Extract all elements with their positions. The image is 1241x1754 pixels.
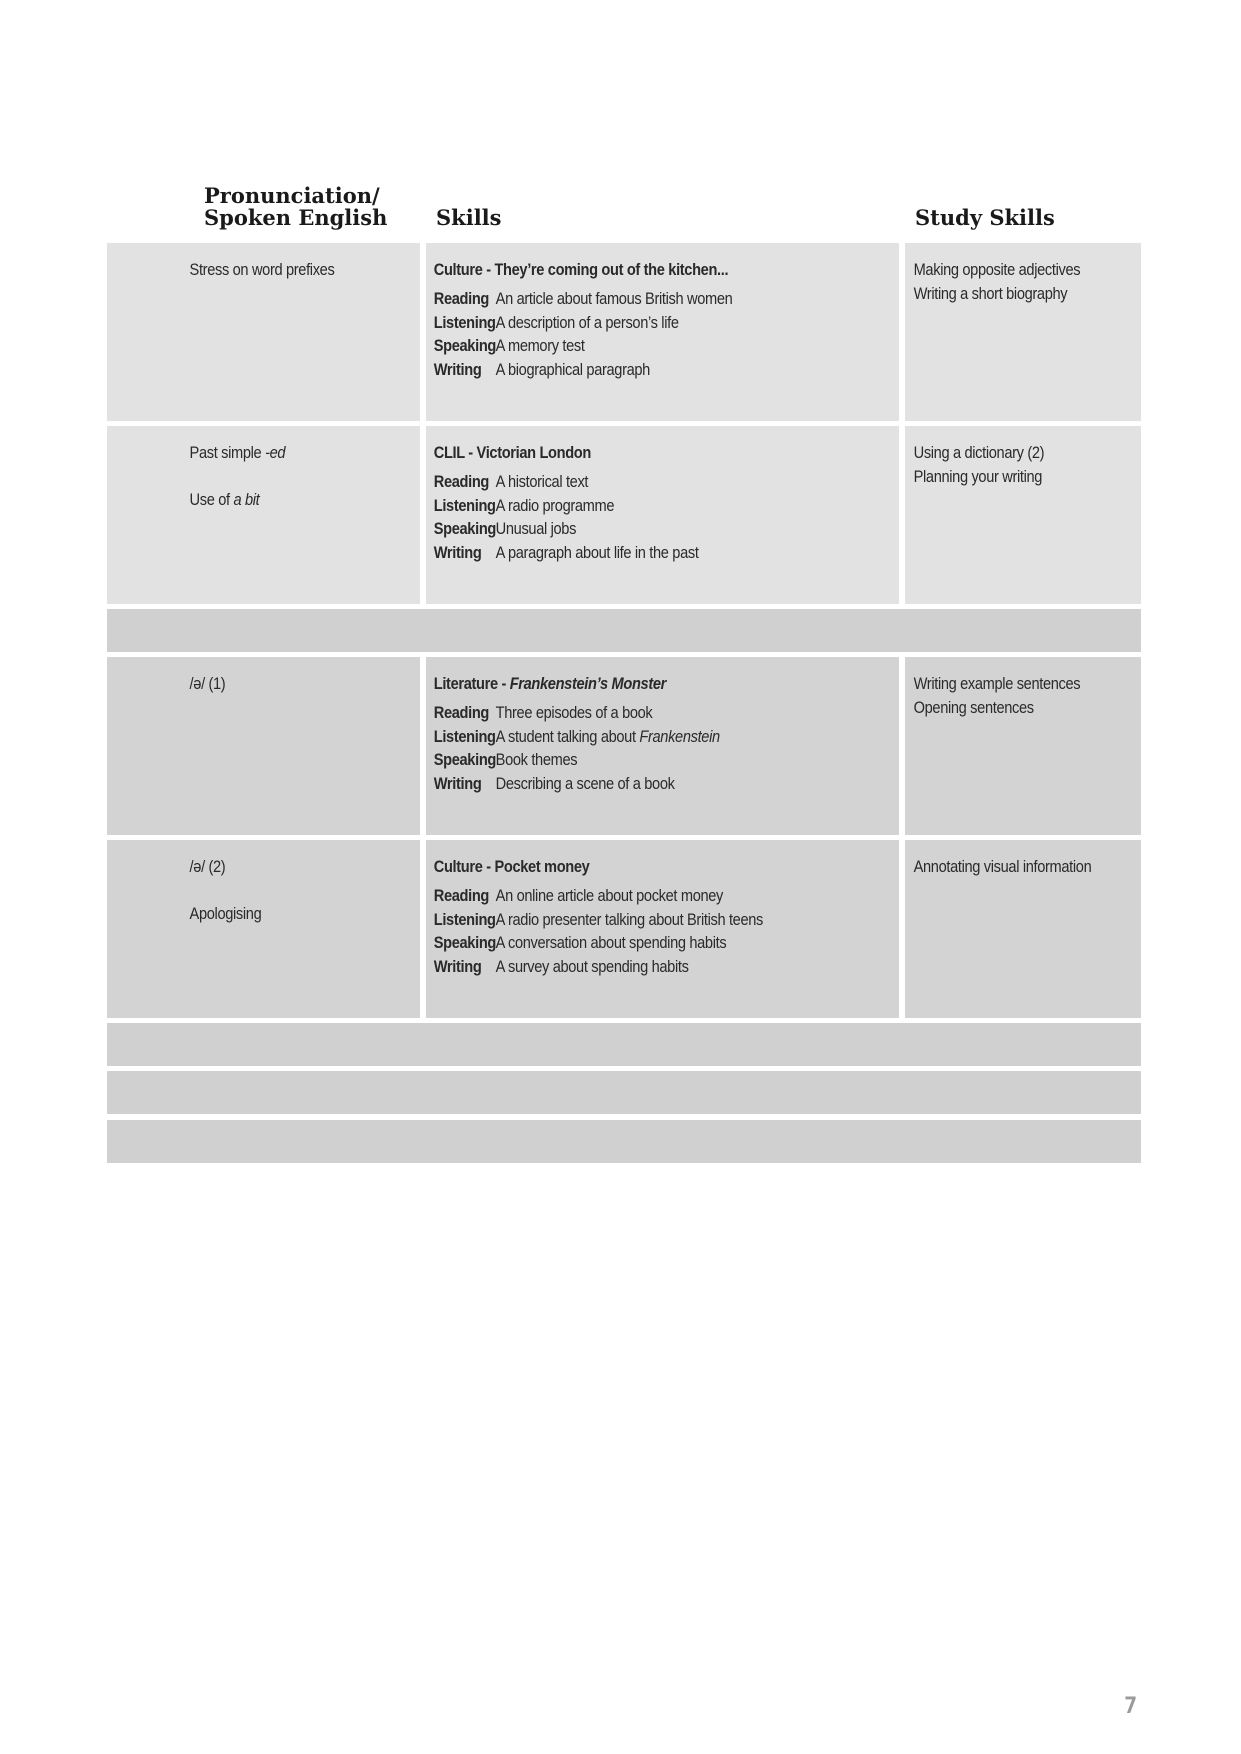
empty-band-2: [107, 1023, 1141, 1066]
row-4-unit-name: Pocket money: [494, 857, 590, 876]
reading-label: Reading: [433, 289, 490, 308]
row-3-unit-title: [434, 672, 833, 701]
header-skills: Skills: [436, 205, 502, 230]
row-4-unit-prefix: Culture -: [433, 857, 495, 876]
reading-label: Reading: [433, 886, 490, 905]
row-2-pronunciation-2: [190, 488, 377, 512]
row-2-study-2: Planning your writing: [913, 467, 1043, 486]
row-4-listening: [434, 908, 833, 932]
row-1-listening: [434, 311, 833, 335]
row-1-skills-cell: [426, 243, 899, 421]
page-number: 7: [1124, 1694, 1138, 1719]
row-1-study-1: Making opposite adjectives: [913, 260, 1081, 279]
row-2-unit-prefix: CLIL -: [433, 443, 477, 462]
row-2-pronunciation-cell: [107, 426, 420, 604]
row-4-unit-title: [434, 855, 833, 884]
listening-label: Listening: [433, 495, 496, 515]
row-1-unit-prefix: Culture -: [433, 260, 495, 279]
row-3-unit-name: Frankenstein’s Monster: [509, 674, 666, 693]
row-4-skills-cell: [426, 840, 899, 1018]
row-4-reading: [434, 884, 833, 908]
row-3-listening: [434, 725, 833, 749]
row-2-skills-cell: [426, 426, 899, 604]
row-2-pron1-prefix: Past simple: [189, 443, 266, 462]
row-3-writing-text: Describing a scene of a book: [495, 773, 675, 793]
writing-label: Writing: [433, 542, 482, 562]
listening-label: Listening: [433, 909, 496, 929]
row-2-reading-text: A historical text: [495, 472, 589, 491]
row-2-unit-title: [434, 441, 833, 470]
row-4-reading-text: An online article about pocket money: [495, 886, 724, 905]
row-4-study-1: Annotating visual information: [913, 857, 1092, 876]
row-2-listening: [434, 494, 833, 518]
listening-label: Listening: [433, 312, 496, 332]
writing-label: Writing: [433, 956, 482, 976]
row-4-speaking: [434, 931, 833, 955]
row-4-study-skills-cell: [905, 840, 1141, 1018]
row-3-pronunciation: /ə/ (1): [189, 674, 226, 693]
speaking-label: Speaking: [433, 933, 496, 952]
row-2-reading: [434, 470, 833, 494]
speaking-label: Speaking: [433, 750, 496, 769]
row-2-speaking-text: Unusual jobs: [495, 519, 577, 538]
header-pronunciation-line2: Spoken English: [204, 205, 388, 230]
row-1-unit-name: They’re coming out of the kitchen...: [494, 260, 729, 279]
row-2-unit-name: Victorian London: [476, 443, 591, 462]
row-1-speaking-text: A memory test: [495, 336, 585, 355]
row-4-writing: [434, 955, 833, 979]
row-1-study-skills-cell: [905, 243, 1141, 421]
row-2-study-1: Using a dictionary (2): [913, 443, 1045, 462]
row-4-pronunciation-1: /ə/ (2): [189, 857, 226, 876]
row-3-reading: [434, 701, 833, 725]
reading-label: Reading: [433, 703, 490, 722]
row-3-unit-prefix: Literature -: [433, 674, 510, 693]
header-pronunciation: [204, 185, 414, 229]
row-4-listening-text: A radio presenter talking about British teens: [495, 909, 764, 929]
row-4-pronunciation-gap: [190, 879, 377, 902]
row-3-reading-text: Three episodes of a book: [495, 703, 653, 722]
row-1-reading: [434, 287, 833, 311]
row-2-pronunciation-1: [190, 441, 377, 465]
row-1-reading-text: An article about famous British women: [495, 289, 733, 308]
empty-band-4: [107, 1120, 1141, 1163]
row-3-speaking-text: Book themes: [495, 750, 578, 769]
reading-label: Reading: [433, 472, 490, 491]
row-2-pron1-italic: -ed: [265, 443, 286, 462]
row-2-pron2-prefix: Use of: [189, 490, 234, 509]
row-4-speaking-text: A conversation about spending habits: [495, 933, 727, 952]
row-1-writing-text: A biographical paragraph: [495, 359, 650, 379]
row-3-pronunciation-cell: [107, 657, 420, 835]
row-2-writing: [434, 541, 833, 565]
speaking-label: Speaking: [433, 519, 496, 538]
row-1-writing: [434, 358, 833, 382]
row-2-study-skills-cell: [905, 426, 1141, 604]
row-2-listening-text: A radio programme: [495, 495, 615, 515]
row-1-pronunciation: Stress on word prefixes: [189, 260, 335, 279]
row-4-pronunciation-cell: [107, 840, 420, 1018]
row-3-study-skills-cell: [905, 657, 1141, 835]
speaking-label: Speaking: [433, 336, 496, 355]
row-3-skills-cell: [426, 657, 899, 835]
header-study-skills: Study Skills: [915, 205, 1055, 230]
row-1-speaking: [434, 334, 833, 358]
row-3-speaking: [434, 748, 833, 772]
row-3-listening-italic: Frankenstein: [639, 726, 720, 746]
row-2-writing-text: A paragraph about life in the past: [495, 542, 699, 562]
row-3-study-1: Writing example sentences: [913, 674, 1081, 693]
header-pronunciation-line1: Pronunciation/: [204, 183, 380, 208]
empty-band-1: [107, 609, 1141, 652]
row-1-listening-text: A description of a person’s life: [495, 312, 679, 332]
row-2-pronunciation-gap: [190, 465, 377, 488]
row-2-speaking: [434, 517, 833, 541]
row-4-pronunciation-2: Apologising: [189, 904, 262, 923]
row-3-study-2: Opening sentences: [913, 698, 1034, 717]
row-3-writing: [434, 772, 833, 796]
empty-band-3: [107, 1071, 1141, 1114]
row-3-listening-prefix: A student talking about: [495, 726, 640, 746]
writing-label: Writing: [433, 359, 482, 379]
row-1-study-2: Writing a short biography: [913, 284, 1068, 303]
row-1-pronunciation-cell: [107, 243, 420, 421]
listening-label: Listening: [433, 726, 496, 746]
writing-label: Writing: [433, 773, 482, 793]
row-2-pron2-italic: a bit: [233, 490, 260, 509]
row-1-unit-title: [434, 258, 833, 287]
row-4-writing-text: A survey about spending habits: [495, 956, 689, 976]
